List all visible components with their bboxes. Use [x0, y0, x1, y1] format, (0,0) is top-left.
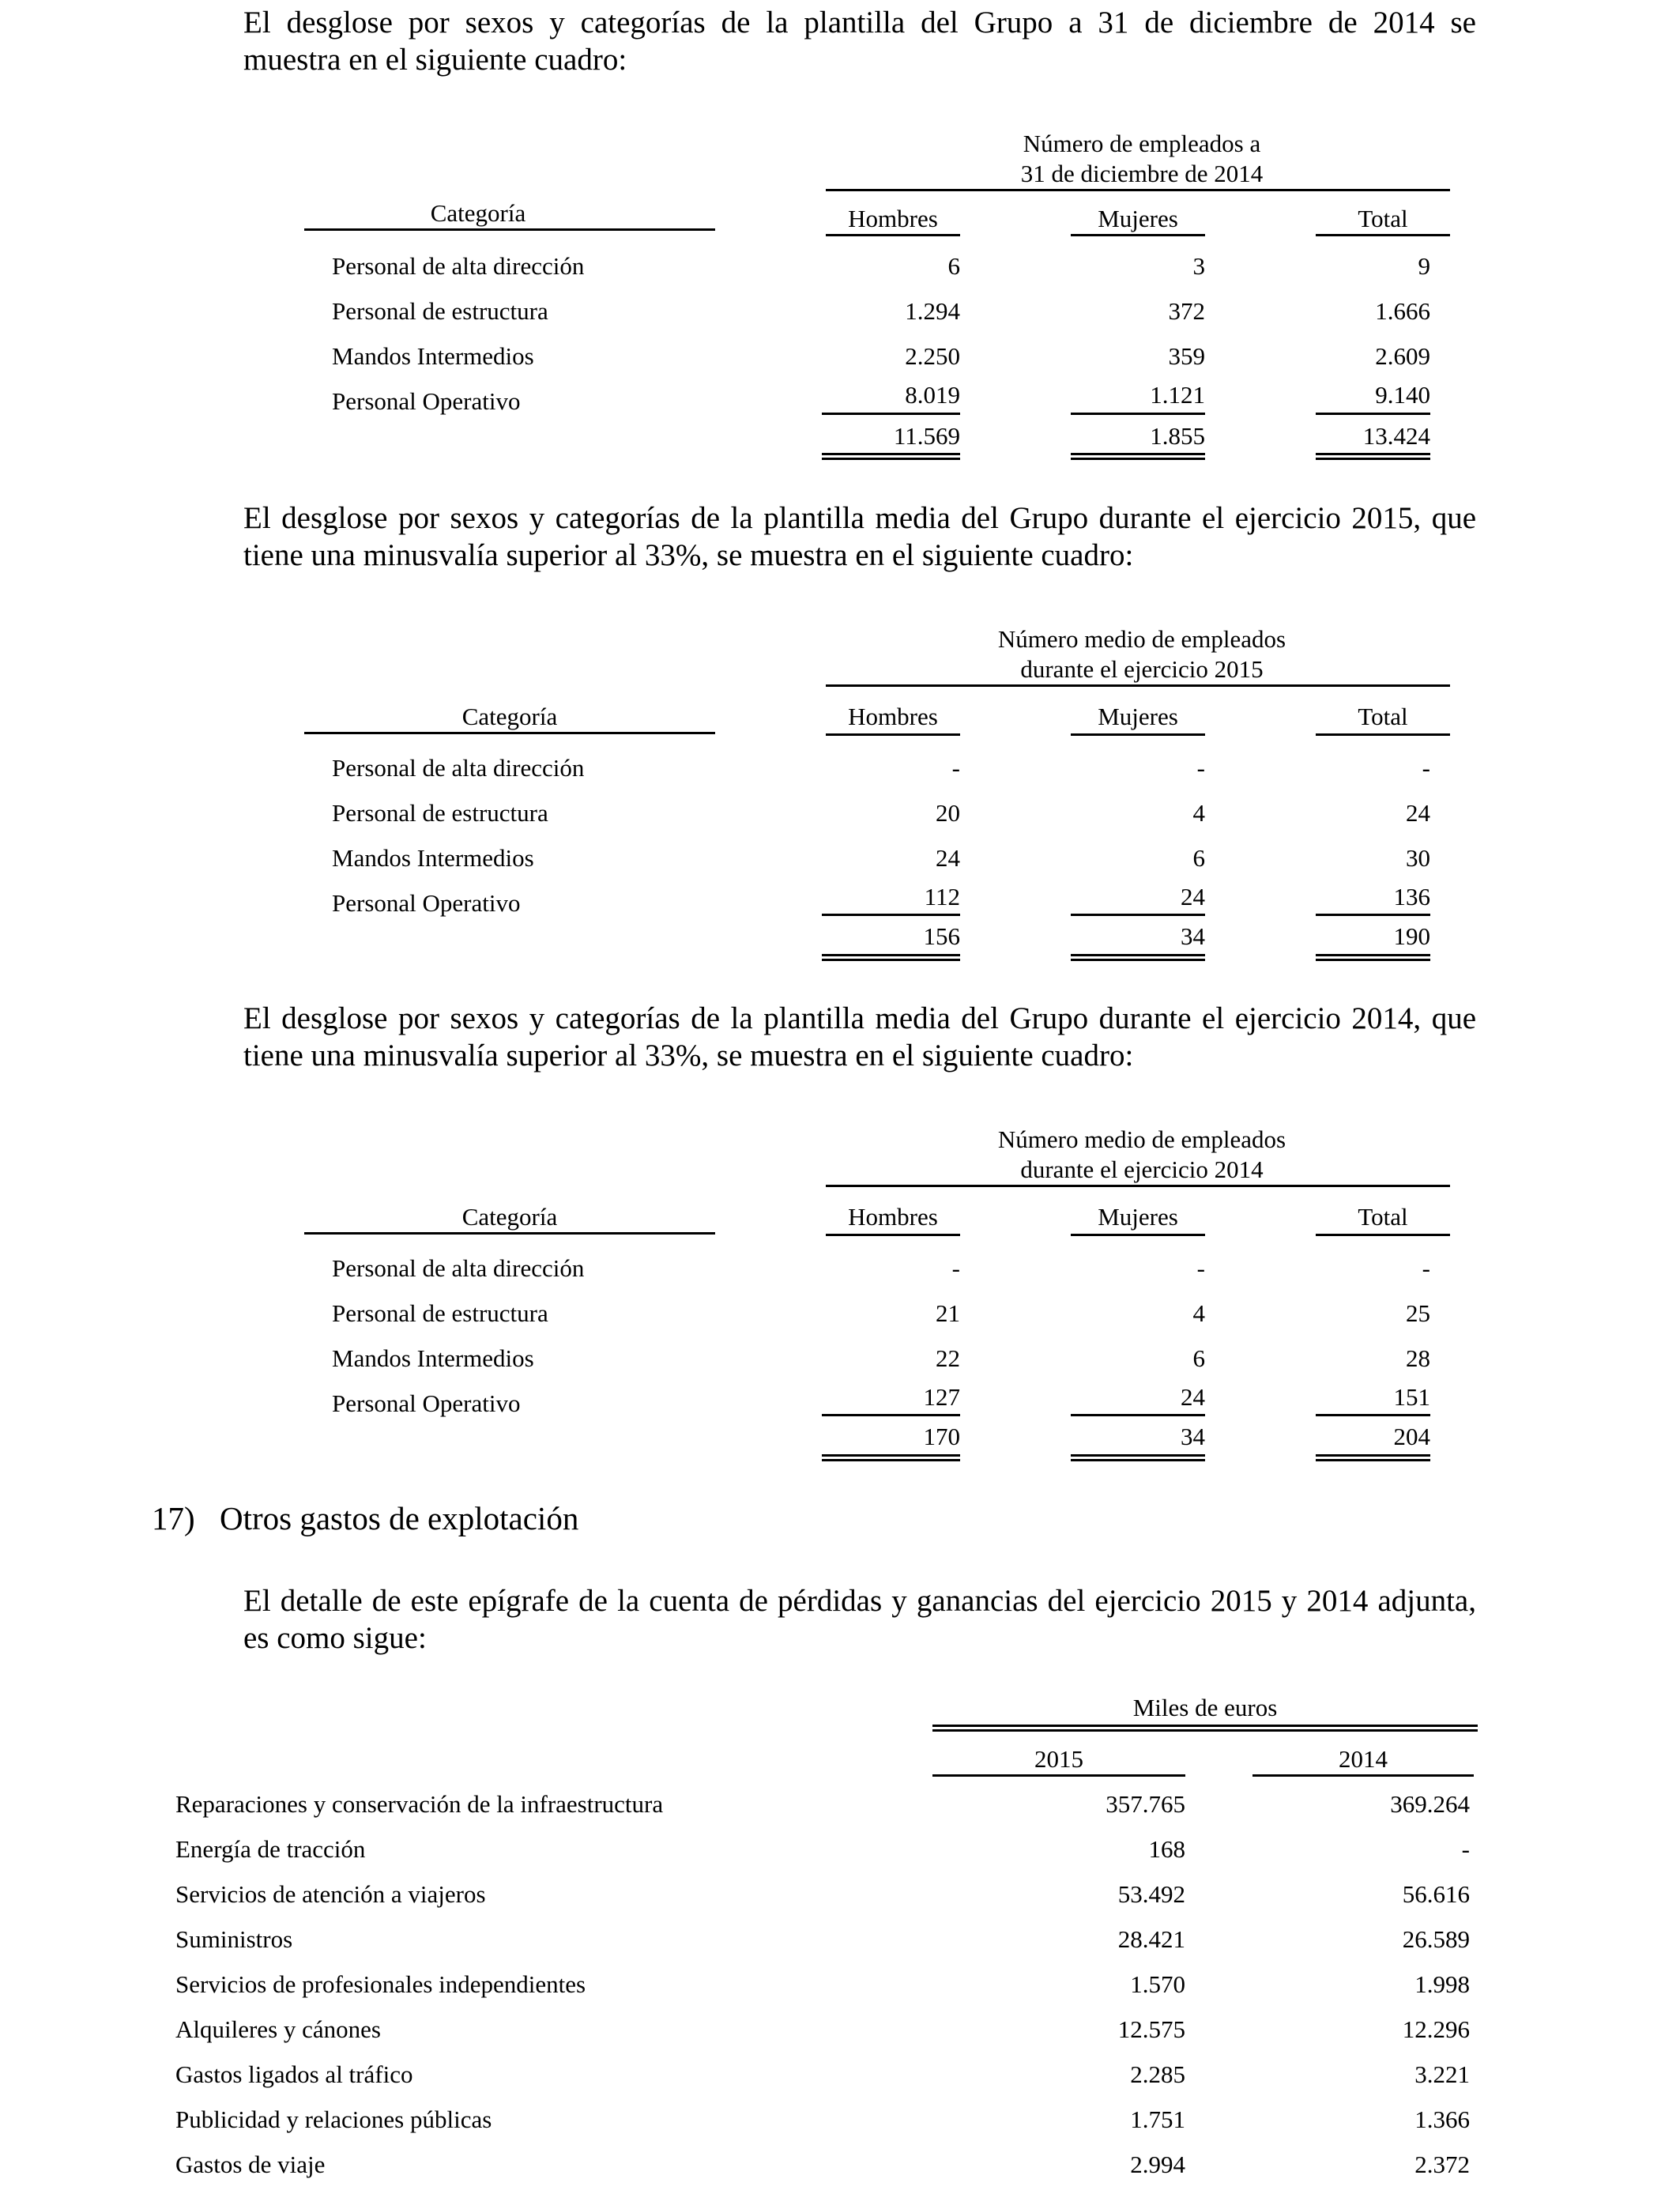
table-cell-women: -: [1196, 754, 1205, 782]
table-row-label: Mandos Intermedios: [332, 844, 534, 872]
table-row-label: Personal de estructura: [332, 799, 548, 827]
intro-2-line-2: tiene una minusvalía superior al 33%, se muestra en el siguiente cuadro:: [243, 538, 1134, 572]
section-17-intro-line-2: es como sigue:: [243, 1621, 427, 1655]
table-row-label: Personal de alta dirección: [332, 1254, 585, 1282]
table4-2014-rule: [1252, 1774, 1474, 1777]
table-cell-2015: 1.751: [1130, 2105, 1185, 2133]
table1-category-rule: [304, 228, 715, 231]
table2-women-rule: [1071, 733, 1205, 736]
table3-col-men: Hombres: [848, 1203, 938, 1231]
table-cell-2014: 2.372: [1414, 2151, 1470, 2178]
table-cell-women: -: [1196, 1254, 1205, 1282]
table3-subtotal-rule-men: [822, 1414, 960, 1416]
table1-subtotal-rule-men: [822, 413, 960, 415]
table-cell-2015: 1.570: [1130, 1970, 1185, 1998]
table-cell-2014: 12.296: [1402, 2015, 1470, 2043]
table-cell-men: -: [951, 754, 960, 782]
table3-subtotal-rule-women: [1071, 1414, 1205, 1416]
table-cell-2014: 26.589: [1402, 1925, 1470, 1953]
table3-total-double-rule-men: [822, 1454, 960, 1461]
table2-subtotal-rule-women: [1071, 914, 1205, 916]
table-row-label: Servicios de profesionales independientes: [175, 1970, 586, 1998]
table-cell-2014: 1.366: [1414, 2105, 1470, 2133]
table2-col-women: Mujeres: [1098, 703, 1178, 730]
table1-total-double-rule-total: [1316, 453, 1430, 460]
table2-total-total: 190: [1393, 922, 1430, 950]
table3-men-rule: [826, 1234, 960, 1236]
section-17-heading: [152, 1498, 578, 1538]
table2-col-total: Total: [1358, 703, 1408, 730]
table-row-label: Personal de alta dirección: [332, 754, 585, 782]
table3-subtotal-rule-total: [1316, 1414, 1430, 1416]
table3-total-men: 170: [923, 1423, 960, 1450]
table-cell-men: 24: [936, 844, 960, 872]
table1-total-double-rule-women: [1071, 453, 1205, 460]
table-cell-2015: 357.765: [1106, 1790, 1185, 1818]
table-row-label: Personal Operativo: [332, 889, 521, 917]
table2-col-category: Categoría: [461, 703, 558, 730]
table-cell-men: 22: [936, 1344, 960, 1372]
table1-col-category: Categoría: [430, 199, 526, 227]
table-cell-men: 2.250: [905, 342, 960, 370]
table-cell-men: 8.019: [905, 381, 960, 409]
table-row-label: Servicios de atención a viajeros: [175, 1880, 486, 1908]
table2-header-rule: [826, 684, 1450, 687]
table1-subtotal-rule-total: [1316, 413, 1430, 415]
table3-header-line-1: Número medio de empleados: [997, 1125, 1286, 1153]
table-cell-women: 3: [1192, 252, 1205, 280]
table-row-label: Personal de alta dirección: [332, 252, 585, 280]
table2-total-double-rule-men: [822, 954, 960, 961]
table3-total-double-rule-women: [1071, 1454, 1205, 1461]
table-cell-men: -: [951, 1254, 960, 1282]
table3-header-line-2: durante el ejercicio 2014: [1020, 1155, 1264, 1183]
section-title: Otros gastos de explotación: [220, 1500, 579, 1536]
table-row-label: Gastos de viaje: [175, 2151, 326, 2178]
intro-3-line-2: tiene una minusvalía superior al 33%, se muestra en el siguiente cuadro:: [243, 1039, 1134, 1072]
table-cell-men: 21: [936, 1299, 960, 1327]
table-cell-total: 28: [1406, 1344, 1430, 1372]
table-cell-2014: 369.264: [1390, 1790, 1470, 1818]
table2-col-men: Hombres: [848, 703, 938, 730]
table-cell-total: 151: [1393, 1383, 1430, 1411]
table3-header-rule: [826, 1185, 1450, 1187]
table-row-label: Personal Operativo: [332, 1389, 521, 1417]
table3-col-total: Total: [1358, 1203, 1408, 1231]
table-cell-men: 20: [936, 799, 960, 827]
table-row-label: Publicidad y relaciones públicas: [175, 2105, 492, 2133]
table-row-label: Alquileres y cánones: [175, 2015, 381, 2043]
table-cell-2015: 2.994: [1130, 2151, 1185, 2178]
table-cell-total: 24: [1406, 799, 1430, 827]
table2-total-rule: [1316, 733, 1450, 736]
intro-paragraph-3: [243, 1000, 1476, 1074]
table-cell-men: 112: [924, 883, 960, 910]
table2-total-double-rule-women: [1071, 954, 1205, 961]
table-cell-2015: 53.492: [1117, 1880, 1185, 1908]
table3-total-rule: [1316, 1234, 1450, 1236]
table3-women-rule: [1071, 1234, 1205, 1236]
table-cell-total: 136: [1393, 883, 1430, 910]
table-cell-total: 2.609: [1375, 342, 1430, 370]
table-cell-total: 30: [1406, 844, 1430, 872]
table2-total-women: 34: [1181, 922, 1205, 950]
intro-1-line-2: muestra en el siguiente cuadro:: [243, 43, 627, 77]
table2-total-men: 156: [923, 922, 960, 950]
table3-total-double-rule-total: [1316, 1454, 1430, 1461]
table-row-label: Gastos ligados al tráfico: [175, 2060, 413, 2088]
table-row-label: Personal de estructura: [332, 297, 548, 325]
table2-men-rule: [826, 733, 960, 736]
table-cell-2015: 2.285: [1130, 2060, 1185, 2088]
table-cell-2014: 1.998: [1414, 1970, 1470, 1998]
table3-col-category: Categoría: [461, 1203, 558, 1231]
table2-category-rule: [304, 732, 715, 734]
table1-total-double-rule-men: [822, 453, 960, 460]
section-17-intro-line-1: El detalle de este epígrafe de la cuenta de pérdidas y ganancias del ejercicio 2015 y 2014 adjunta,: [243, 1584, 1476, 1618]
table3-total-women: 34: [1181, 1423, 1205, 1450]
table1-total-rule: [1316, 234, 1450, 236]
table-cell-total: -: [1422, 1254, 1430, 1282]
table-cell-women: 4: [1192, 1299, 1205, 1327]
table-cell-2015: 168: [1148, 1835, 1185, 1863]
table2-header-line-2: durante el ejercicio 2015: [1020, 655, 1264, 683]
table3-category-rule: [304, 1232, 715, 1235]
table-cell-2014: 3.221: [1414, 2060, 1470, 2088]
table-row-label: Mandos Intermedios: [332, 1344, 534, 1372]
section-17-intro: [243, 1582, 1476, 1657]
table-cell-women: 24: [1181, 883, 1205, 910]
table1-header-line-2: 31 de diciembre de 2014: [1020, 160, 1264, 187]
table1-women-rule: [1071, 234, 1205, 236]
table-cell-women: 1.121: [1150, 381, 1205, 409]
table2-subtotal-rule-men: [822, 914, 960, 916]
table4-2015-rule: [932, 1774, 1185, 1777]
table1-total-women: 1.855: [1150, 422, 1205, 450]
table2-subtotal-rule-total: [1316, 914, 1430, 916]
intro-3-line-1: El desglose por sexos y categorías de la plantilla media del Grupo durante el ejercicio 2014, que: [243, 1001, 1476, 1035]
table-cell-2014: -: [1461, 1835, 1470, 1863]
table1-men-rule: [826, 234, 960, 236]
table-cell-total: 1.666: [1375, 297, 1430, 325]
table1-col-men: Hombres: [848, 205, 938, 232]
table1-col-total: Total: [1358, 205, 1408, 232]
table-row-label: Suministros: [175, 1925, 293, 1953]
table-cell-2015: 12.575: [1117, 2015, 1185, 2043]
table4-col-2015: 2015: [1034, 1745, 1083, 1773]
table2-header-line-1: Número medio de empleados: [997, 625, 1286, 653]
table-cell-women: 359: [1168, 342, 1205, 370]
table-cell-women: 24: [1181, 1383, 1205, 1411]
table-row-label: Reparaciones y conservación de la infraestructura: [175, 1790, 664, 1818]
table-row-label: Mandos Intermedios: [332, 342, 534, 370]
table-row-label: Energía de tracción: [175, 1835, 366, 1863]
table2-total-double-rule-total: [1316, 954, 1430, 961]
table-cell-women: 372: [1168, 297, 1205, 325]
table1-subtotal-rule-women: [1071, 413, 1205, 415]
table-cell-total: 9.140: [1375, 381, 1430, 409]
table-cell-total: -: [1422, 754, 1430, 782]
intro-1-line-1: El desglose por sexos y categorías de la plantilla del Grupo a 31 de diciembre de 2014 se: [243, 6, 1476, 40]
table-row-label: Personal Operativo: [332, 387, 521, 415]
table-cell-women: 6: [1192, 1344, 1205, 1372]
table4-col-2014: 2014: [1339, 1745, 1388, 1773]
table3-col-women: Mujeres: [1098, 1203, 1178, 1231]
table1-col-women: Mujeres: [1098, 205, 1178, 232]
table-cell-men: 6: [947, 252, 960, 280]
table1-total-total: 13.424: [1362, 422, 1430, 450]
table-cell-men: 1.294: [905, 297, 960, 325]
intro-paragraph-2: [243, 499, 1476, 574]
table-row-label: Personal de estructura: [332, 1299, 548, 1327]
table4-header-double-rule: [932, 1725, 1478, 1732]
table-cell-total: 25: [1406, 1299, 1430, 1327]
table4-header: Miles de euros: [1132, 1694, 1278, 1721]
table1-header-line-1: Número de empleados a: [1023, 130, 1261, 157]
intro-paragraph-1: [243, 4, 1476, 78]
table-cell-women: 6: [1192, 844, 1205, 872]
table1-total-men: 11.569: [893, 422, 960, 450]
table1-header-rule: [826, 189, 1450, 191]
intro-2-line-1: El desglose por sexos y categorías de la plantilla media del Grupo durante el ejercicio 2015, que: [243, 501, 1476, 535]
table-cell-women: 4: [1192, 799, 1205, 827]
table-cell-2015: 28.421: [1117, 1925, 1185, 1953]
table-cell-total: 9: [1418, 252, 1430, 280]
table-cell-2014: 56.616: [1402, 1880, 1470, 1908]
table3-total-total: 204: [1393, 1423, 1430, 1450]
section-number: 17): [152, 1500, 195, 1536]
table-cell-men: 127: [923, 1383, 960, 1411]
